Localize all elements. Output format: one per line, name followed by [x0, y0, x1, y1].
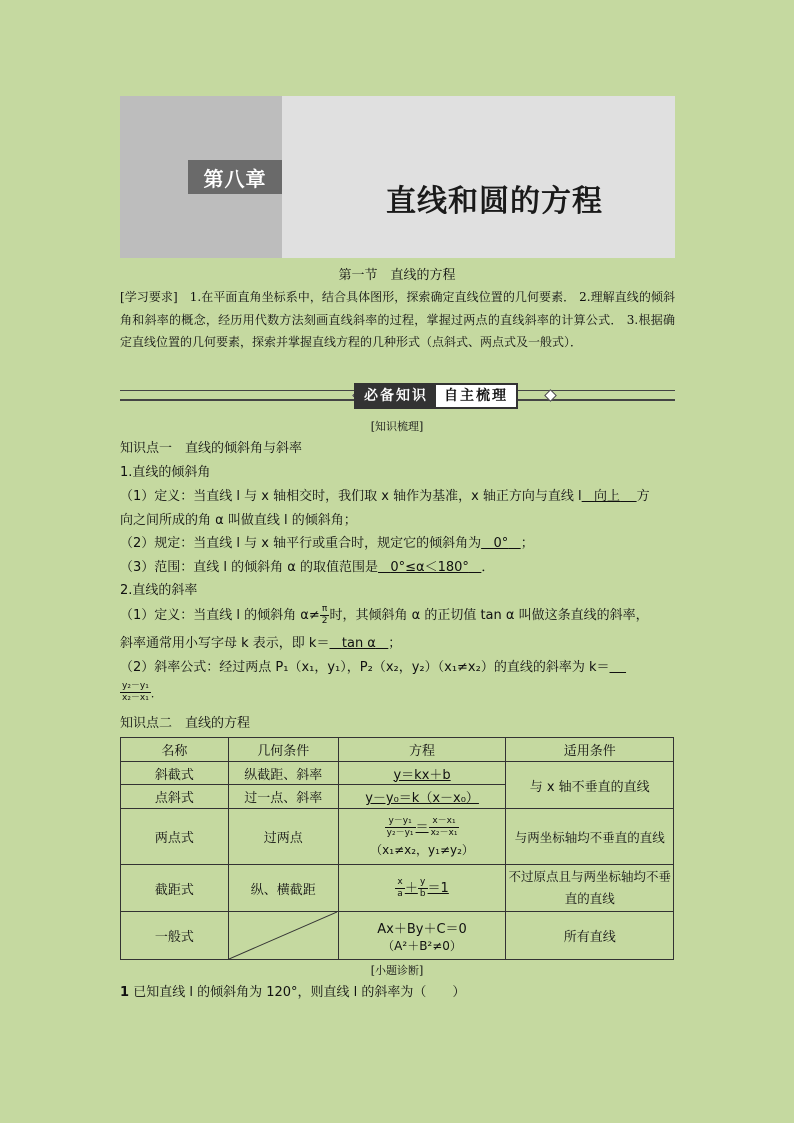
table-row: 点斜式 过一点、斜率 y－y₀＝k（x－x₀） — [121, 785, 674, 809]
answer-blank: 向上 — [594, 489, 621, 504]
slope-formula-fraction: $\frac{\text{y₂－y₁}}{\text{x₂－x₁}}$ ． — [122, 681, 162, 703]
divider-label-box — [354, 383, 518, 409]
header-name: 名称 — [121, 738, 229, 762]
point1-sub1: 1.直线的倾斜角 — [120, 465, 211, 480]
rule-line: （2）规定：当直线 l 与 x 轴平行或重合时，规定它的倾斜角为 0° ； — [120, 536, 534, 551]
slope-formula-line: （2）斜率公式：经过两点 P₁（x₁，y₁），P₂（x₂，y₂）（x₁≠x₂）的直线的斜率为 k＝ — [120, 660, 610, 675]
slope-definition-line-2: 斜率通常用小写字母 k 表示，即 k＝ tan α ； — [120, 636, 402, 651]
point1-sub2: 2.直线的斜率 — [120, 583, 198, 598]
line-equation-table — [120, 737, 674, 960]
tag-diagnosis: [小题诊断] — [370, 964, 424, 977]
two-point-equation: $\frac{\text{y－y₁}}{\text{y₂－y₁}}$ ＝ $\frac{\text{x－x₁}}{\text{x₂－x₁}}$ — [386, 815, 458, 838]
table-row: 两点式 过两点 $\frac{\text{y－y₁}}{\text{y₂－y₁}}$ ＝ $\frac{\text{x－x₁}}{\text{x₂－x₁}}$ （x₁≠x₂，y₁≠y₂） 与两坐标轴均不垂直的直线 — [121, 809, 674, 865]
chapter-badge: 第八章 — [188, 160, 282, 194]
requirements-label: [学习要求] — [120, 290, 178, 304]
point2-heading: 知识点二 直线的方程 — [120, 716, 251, 731]
requirements-text: 1.在平面直角坐标系中，结合具体图形，探索确定直线位置的几何要素． 2.理解直线的倾斜角和斜率的概念，经历用代数方法刻画直线斜率的过程，掌握过两点的直线斜率的计算公式． 3.根据确定直线位置的几何要素，探索并掌握直线方程的几种形式（点斜式、两点式及一般式）． — [120, 290, 675, 349]
tag-knowledge: [知识梳理] — [370, 420, 424, 433]
table-row: 截距式 纵、横截距 $\frac{x}{a}$ ＋ $\frac{y}{b}$ ＝1 不过原点且与两坐标轴均不垂直的直线 — [121, 865, 674, 912]
intercept-equation: $\frac{x}{a}$ ＋ $\frac{y}{b}$ ＝1 — [397, 876, 449, 899]
slope-definition-line: （1）定义：当直线 l 的倾斜角 α≠ $\frac{\pi}{2}$ 时，其倾斜角 α 的正切值 tan α 叫做这条直线的斜率， — [120, 604, 649, 626]
definition-line: （1）定义：当直线 l 与 x 轴相交时，我们取 x 轴作为基准，x 轴正方向与直线 l 向上 方 — [120, 489, 650, 504]
point1-heading: 知识点一 直线的倾斜角与斜率 — [120, 441, 303, 456]
header-equation: 方程 — [338, 738, 506, 762]
table-header-row — [121, 738, 674, 762]
range-line: （3）范围：直线 l 的倾斜角 α 的取值范围是 0°≤α＜180° ． — [120, 560, 495, 575]
divider-label-right: 自主梳理 — [444, 388, 508, 404]
section-divider — [120, 381, 675, 409]
diagonal-line — [229, 912, 337, 959]
section-title: 第一节 直线的方程 — [338, 268, 456, 283]
chapter-title: 直线和圆的方程 — [386, 184, 603, 219]
header-condition: 几何条件 — [228, 738, 338, 762]
divider-label-left: 必备知识 — [356, 385, 436, 407]
empty-diagonal-cell — [228, 912, 338, 960]
definition-line-2: 向之间所成的角 α 叫做直线 l 的倾斜角； — [120, 513, 357, 528]
answer-blank: 0°≤α＜180° — [390, 560, 469, 575]
question-1: 1 已知直线 l 的倾斜角为 120°，则直线 l 的斜率为（ ） — [120, 985, 466, 1000]
table-row: 斜截式 纵截距、斜率 y＝kx＋b 与 x 轴不垂直的直线 — [121, 762, 674, 785]
table-row: 一般式 Ax＋By＋C＝0 （A²＋B²≠0） 所有直线 — [121, 912, 674, 960]
pi-over-2-fraction: $\frac{\pi}{2}$ — [321, 604, 328, 626]
answer-blank: 0° — [493, 536, 509, 551]
header-applicability: 适用条件 — [506, 738, 674, 762]
learning-requirements — [120, 286, 675, 354]
answer-blank: tan α — [341, 636, 376, 651]
question-number: 1 — [120, 985, 130, 1000]
